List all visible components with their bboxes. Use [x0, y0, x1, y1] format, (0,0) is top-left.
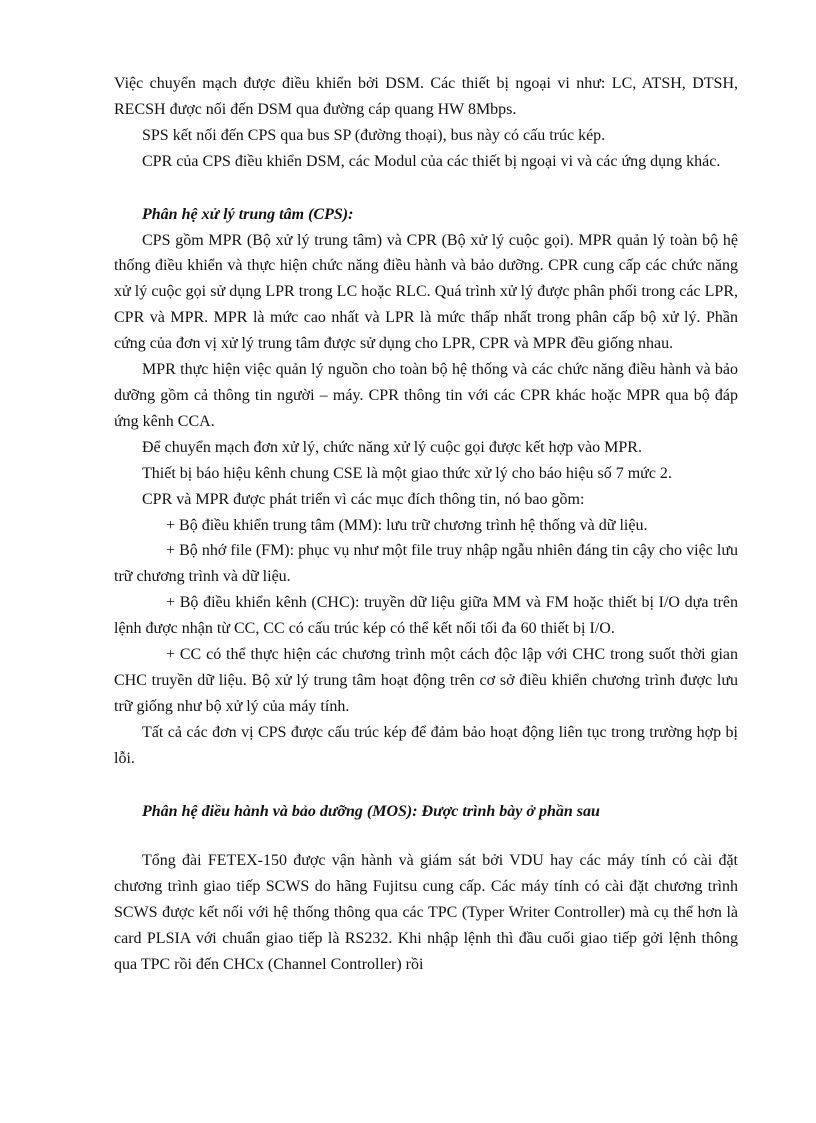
heading-mos: Phân hệ điều hành và bảo dưỡng (MOS): Được trình bày ở phần sau	[142, 802, 600, 820]
paragraph-cps-redundancy: Tất cả các đơn vị CPS được cấu trúc kép để đảm bảo hoạt động liên tục trong trường hợp bị lỗi.	[114, 723, 738, 767]
document-body	[114, 71, 738, 978]
spacer	[114, 772, 738, 799]
paragraph-cse: Thiết bị báo hiệu kênh chung CSE là một giao thức xử lý cho báo hiệu số 7 mức 2.	[142, 464, 672, 482]
paragraph-cpr-mpr-components: CPR và MPR được phát triển vì các mục đích thông tin, nó bao gồm:	[142, 490, 585, 508]
list-item-cc: + CC có thể thực hiện các chương trình một cách độc lập với CHC trong suốt thời gian CHC truyền dữ liệu. Bộ xử lý trung tâm hoạt động trên cơ sở điều khiển chương trình được lưu trữ giống như bộ xử lý của máy tính.	[114, 646, 738, 715]
list-item-fm: + Bộ nhớ file (FM): phục vụ như một file truy nhập ngẫu nhiên đáng tin cậy cho việc lưu trữ chương trình và dữ liệu.	[114, 542, 738, 586]
paragraph-cpr-control: CPR của CPS điều khiển DSM, các Modul của các thiết bị ngoại vi và các ứng dụng khác.	[142, 152, 721, 170]
heading-cps: Phân hệ xử lý trung tâm (CPS):	[142, 205, 354, 223]
spacer	[114, 824, 738, 848]
paragraph-mpr-management: MPR thực hiện việc quản lý nguồn cho toàn bộ hệ thống và các chức năng điều hành và bảo dưỡng gồm cả thông tin người – máy. CPR thông tin với các CPR khác hoặc MPR qua bộ đáp ứng kênh CCA.	[114, 361, 738, 430]
paragraph-single-processor: Để chuyển mạch đơn xử lý, chức năng xử lý cuộc gọi được kết hợp vào MPR.	[142, 438, 642, 456]
paragraph-fetex-operation: Tổng đài FETEX-150 được vận hành và giám sát bởi VDU hay các máy tính có cài đặt chương trình giao tiếp SCWS do hãng Fujitsu cung cấp. Các máy tính có cài đặt chương trình SCWS được kết nối với hệ thống thông qua các TPC (Typer Writer Controller) mà cụ thể hơn là card PLSIA với chuẩn giao tiếp là RS232. Khi nhập lệnh thì đầu cuối giao tiếp gởi lệnh thông qua TPC rồi đến CHCx (Channel Controller) rồi	[114, 852, 738, 974]
list-item-mm: + Bộ điều khiển trung tâm (MM): lưu trữ chương trình hệ thống và dữ liệu.	[166, 516, 648, 534]
paragraph-sps-connection: SPS kết nối đến CPS qua bus SP (đường thoại), bus này có cấu trúc kép.	[142, 126, 606, 144]
paragraph-dsm-switching: Việc chuyển mạch được điều khiển bởi DSM. Các thiết bị ngoại vi như: LC, ATSH, DTSH, RECSH được nối đến DSM qua đường cáp quang HW 8Mbps.	[114, 75, 738, 118]
paragraph-cps-description: CPS gồm MPR (Bộ xử lý trung tâm) và CPR (Bộ xử lý cuộc gọi). MPR quản lý toàn bộ hệ thống điều khiển và thực hiện chức năng điều hành và bảo dưỡng. CPR cung cấp các chức năng xử lý cuộc gọi sử dụng LPR trong LC hoặc RLC. Quá trình xử lý được phân phối trong các LPR, CPR và MPR. MPR là mức cao nhất và LPR là mức thấp nhất trong phân cấp bộ xử lý. Phần cứng của đơn vị xử lý trung tâm được sử dụng cho LPR, CPR và MPR đều giống nhau.	[114, 231, 738, 353]
list-item-chc: + Bộ điều khiển kênh (CHC): truyền dữ liệu giữa MM và FM hoặc thiết bị I/O dựa trên lệnh được nhận từ CC, CC có cấu trúc kép có thể kết nối tối đa 60 thiết bị I/O.	[114, 594, 738, 638]
spacer	[114, 175, 738, 202]
